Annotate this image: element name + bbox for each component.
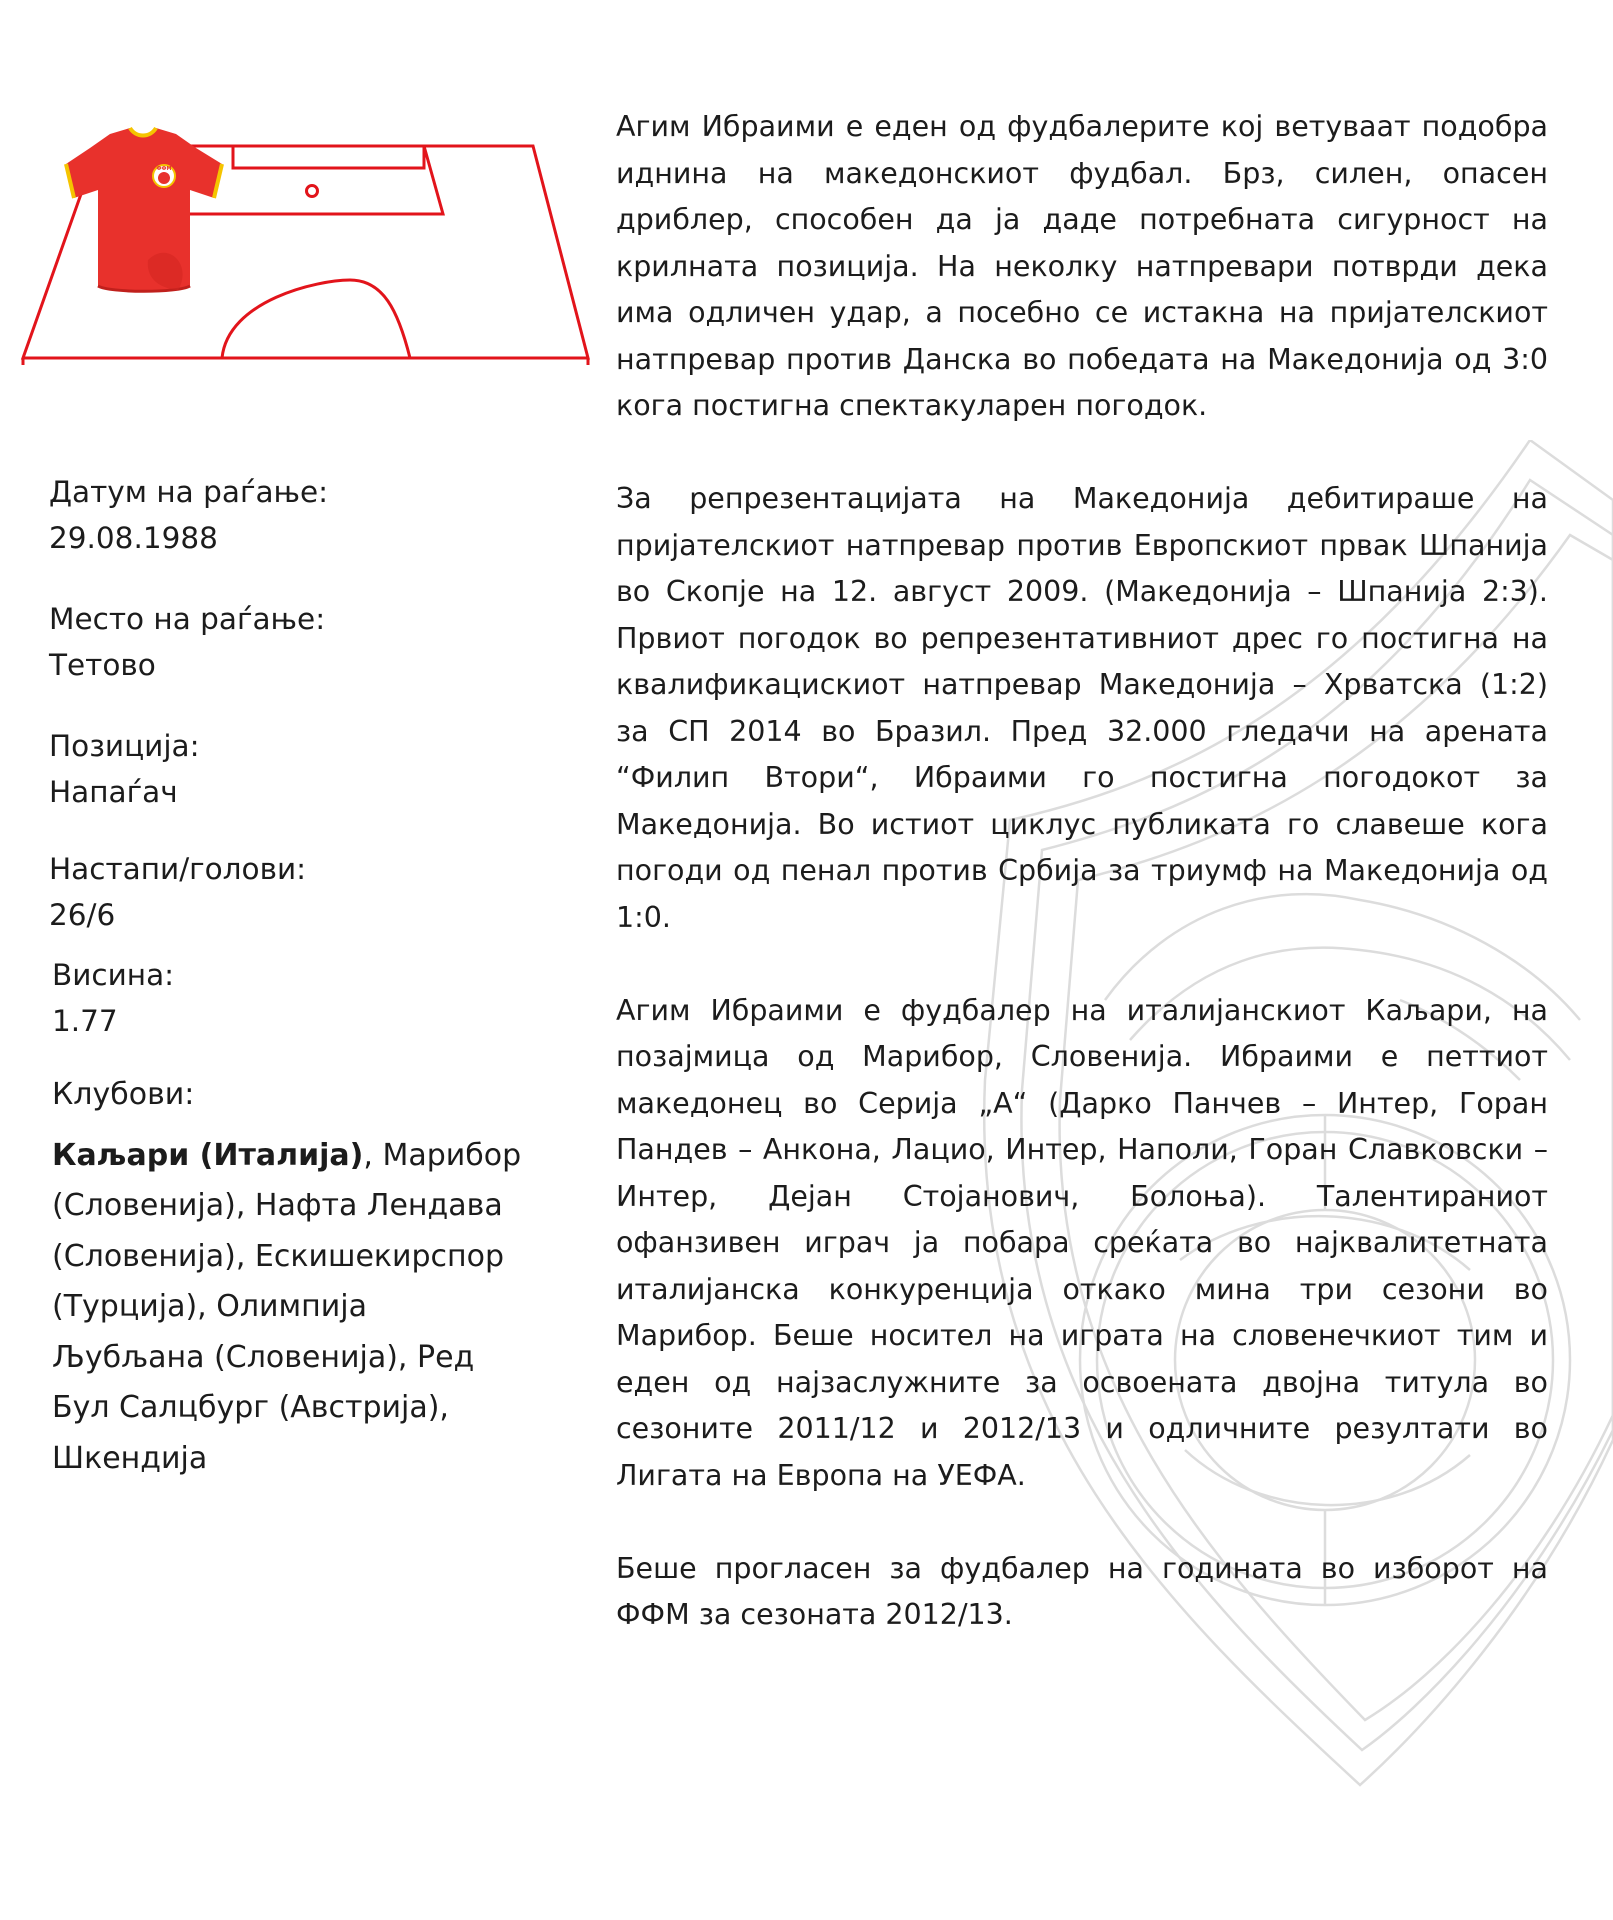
clubs <box>52 1070 522 1484</box>
bio-paragraph: Беше прогласен за фудбалер на годината во изборот на ФФМ за сезоната 2012/13. <box>616 1551 1548 1631</box>
bio-paragraph: Агим Ибраими е фудбалер на италијанскиот Каљари, на позајмица од Марибор, Словенија. Ибраими е петтиот македонец во Серија „А“ (Дарко Панчев – Интер, Горан Пандев – Анкона, Лацио, Интер, Наполи, Горан Славковски – Интер, Дејан Стојанович, Болоња). Талентираниот офанзивен играч ја побара среќата во најквалитетната италијанска конкуренција откако мина три сезони во Марибор. Беше носител на играта на словенечкиот тим и еден од најзаслужните за освоената двојна титула во сезоните 2011/12 и 2012/13 и одличните резултати во Лигата на Европа на УЕФА. <box>616 993 1548 1492</box>
height-label: Висина: <box>52 958 175 992</box>
bio-paragraph: Агим Ибраими е еден од фудбалерите кој ветуваат подобра иднина на македонскиот фудбал. Брз, силен, опасен дриблер, способен да ја даде потребната сигурност на крилната позиција. На неколку натпревари потврди дека има одличен удар, а посебно се истакна на пријателскиот натпревар против Данска во победата на Македонија од 3:0 кога постигна спектакуларен погодок. <box>616 110 1548 422</box>
apps-goals-label: Настапи/голови: <box>49 852 307 886</box>
birth-date-label: Датум на раѓање: <box>49 475 329 509</box>
clubs-label: Клубови: <box>52 1077 195 1112</box>
pitch-jersey-graphic <box>18 110 593 365</box>
current-club: Каљари (Италија) <box>52 1137 364 1173</box>
bio-paragraph: За репрезентацијата на Македонија дебитираше на пријателскиот натпревар против Европскиот првак Шпанија во Скопје на 12. август 2009. (Македонија – Шпанија 2:3). Првиот погодок во репрезентативниот дрес го постигна на квалификацискиот натпревар Македонија – Хрватска (1:2) за СП 2014 во Бразил. Пред 32.000 гледачи на арената “Филип Втори“, Ибраими го постигна погодокот за Македонија. Во истиот циклус публиката го славеше кога погоди од пенал против Србија за триумф на Македонија од 1:0. <box>616 482 1548 934</box>
svg-text:ФФМ: ФФМ <box>156 166 172 172</box>
birth-place-value: Тетово <box>49 648 156 682</box>
height-value: 1.77 <box>52 1004 118 1038</box>
position <box>49 723 509 815</box>
former-clubs: , Марибор (Словенија), Нафта Лендава (Словенија), Ескишекирспор (Турција), Олимпија Љубљана (Словенија), Ред Бул Салцбург (Австрија), Шкендија <box>52 1137 522 1476</box>
birth-date <box>49 469 509 561</box>
birth-place <box>49 596 509 688</box>
position-label: Позиција: <box>49 729 200 763</box>
apps-goals-value: 26/6 <box>49 898 116 932</box>
biography <box>616 104 1548 1685</box>
football-jersey-icon <box>66 128 222 291</box>
height <box>52 952 512 1044</box>
apps-goals <box>49 846 509 938</box>
position-value: Напаѓач <box>49 775 178 809</box>
birth-date-value: 29.08.1988 <box>49 521 218 555</box>
birth-place-label: Место на раѓање: <box>49 602 326 636</box>
